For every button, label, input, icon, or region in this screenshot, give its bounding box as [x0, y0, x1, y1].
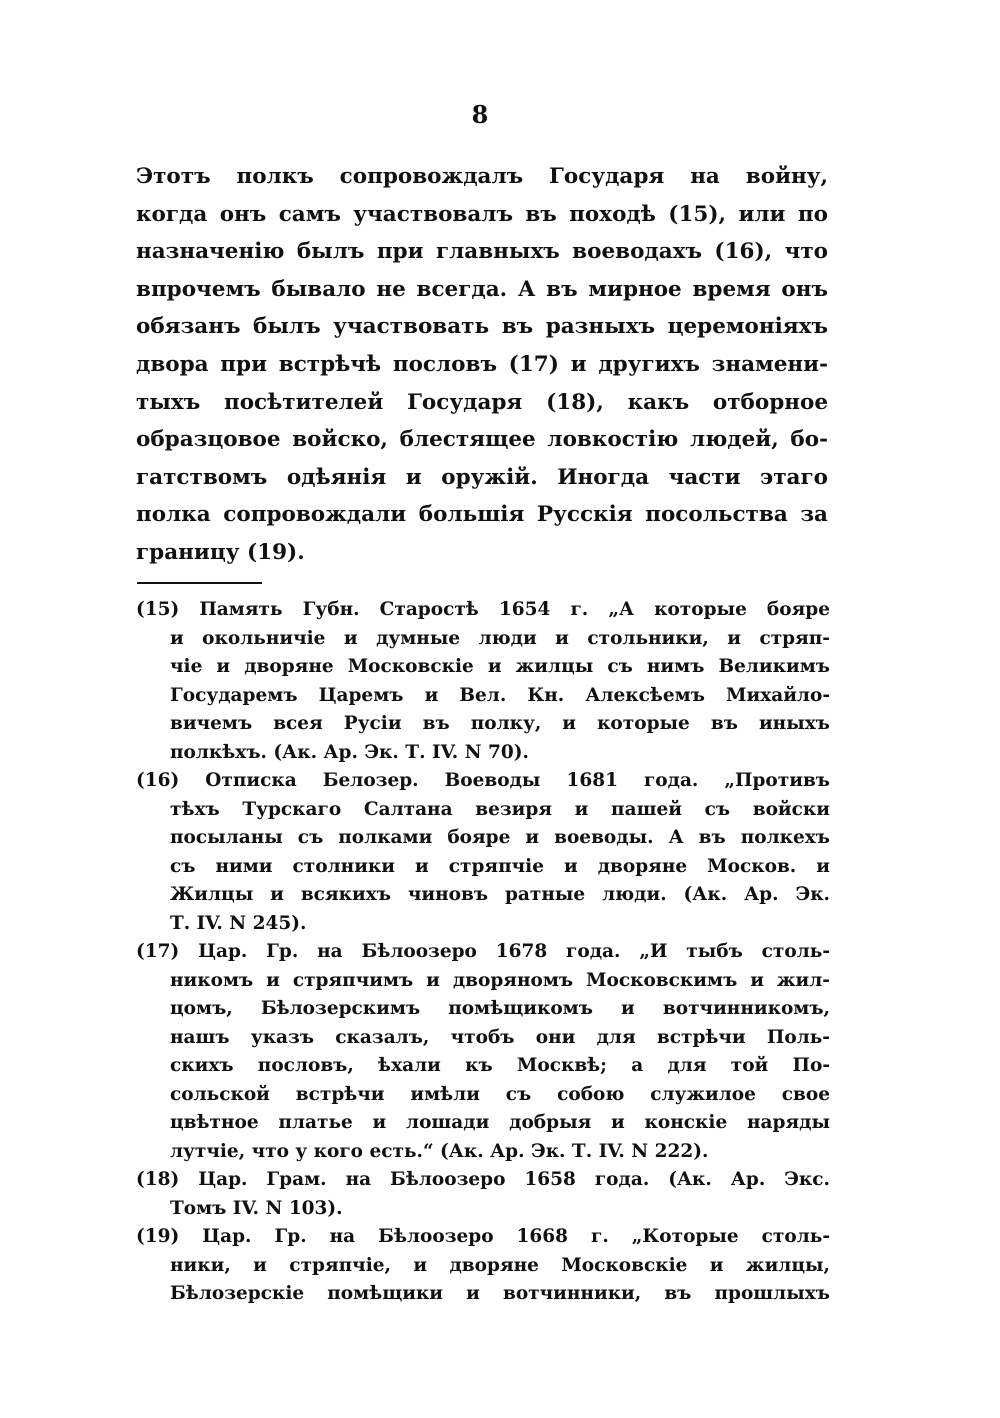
footnote-line: Государемъ Царемъ и Вел. Кн. Алексѣемъ Михайло-	[170, 684, 830, 706]
body-text	[136, 158, 828, 572]
footnote-line: Томъ IV. N 103).	[170, 1197, 343, 1219]
body-line: образцовое войско, блестящее ловкостію людей, бо-	[136, 427, 828, 453]
footnote-line: (19) Цар. Гр. на Бѣлоозеро 1668 г. „Которые столь-	[136, 1226, 830, 1247]
footnote-line: нашъ указъ сказалъ, чтобъ они для встрѣчи Поль-	[170, 1026, 830, 1048]
footnote-line: Т. IV. N 245).	[170, 912, 307, 934]
footnote-line: (17) Цар. Гр. на Бѣлоозеро 1678 года. „И тыбъ столь-	[136, 941, 830, 962]
body-line: впрочемъ бывало не всегда. А въ мирное время онъ	[136, 276, 828, 302]
body-line: двора при встрѣчѣ пословъ (17) и другихъ знамени-	[136, 351, 828, 377]
footnote-18	[136, 1166, 830, 1223]
body-line: гатствомъ одѣянія и оружій. Иногда части этаго	[136, 464, 828, 490]
footnote-line: (16) Отписка Белозер. Воеводы 1681 года. „Противъ	[136, 770, 830, 791]
footnote-line: съ ними столники и стряпчіе и дворяне Москов. и	[170, 855, 830, 877]
footnote-line: чіе и дворяне Московскіе и жилцы съ нимъ Великимъ	[170, 656, 830, 677]
footnote-15	[136, 596, 830, 767]
footnote-17	[136, 938, 830, 1166]
footnote-line: и окольничіе и думные люди и стольники, и стряп-	[170, 627, 830, 649]
body-line: обязанъ былъ участвовать въ разныхъ церемоніяхъ	[136, 314, 828, 340]
footnotes	[136, 596, 830, 1309]
footnote-line: цвѣтное платье и лошади добрыя и конскіе наряды	[170, 1112, 830, 1133]
footnote-line: ники, и стряпчіе, и дворяне Московскіе и жилцы,	[170, 1254, 830, 1276]
footnote-line: Жилцы и всякихъ чиновъ ратные люди. (Ак. Ар. Эк.	[170, 884, 830, 905]
body-line: назначенію былъ при главныхъ воеводахъ (16), что	[136, 239, 828, 265]
footnote-line: вичемъ всея Русіи въ полку, и которые въ иныхъ	[170, 713, 830, 734]
body-line: когда онъ самъ участвовалъ въ походѣ (15), или по	[136, 201, 828, 227]
page-number: 8	[471, 100, 489, 129]
body-line: границу (19).	[136, 539, 305, 565]
body-line: тыхъ посѣтителей Государя (18), какъ отборное	[136, 389, 828, 415]
footnote-line: (15) Память Губн. Старостѣ 1654 г. „А которые бояре	[136, 599, 830, 620]
footnote-line: лутчіе, что у кого есть.“ (Ак. Ар. Эк. Т. IV. N 222).	[170, 1140, 709, 1162]
footnote-line: (18) Цар. Грам. на Бѣлоозеро 1658 года. (Ак. Ар. Экс.	[136, 1169, 830, 1190]
footnote-line: никомъ и стряпчимъ и дворяномъ Московскимъ и жил-	[170, 969, 830, 991]
footnote-line: цомъ, Бѣлозерскимъ помѣщикомъ и вотчинникомъ,	[170, 998, 830, 1019]
footnote-line: сольской встрѣчи имѣли съ собою служилое свое	[170, 1083, 830, 1105]
body-line: полка сопровождали большія Русскія посольства за	[136, 502, 828, 528]
footnote-line: Бѣлозерскіе помѣщики и вотчинники, въ прошлыхъ	[170, 1283, 830, 1304]
footnote-16	[136, 767, 830, 938]
footnote-19	[136, 1223, 830, 1309]
footnote-line: тѣхъ Турскаго Салтана везиря и пашей съ войски	[170, 798, 830, 820]
footnote-line: посыланы съ полками бояре и воеводы. А въ полкехъ	[170, 827, 830, 848]
footnote-line: скихъ пословъ, ѣхали къ Москвѣ; а для той По-	[170, 1055, 830, 1076]
footnote-line: полкѣхъ. (Ак. Ар. Эк. Т. IV. N 70).	[170, 741, 529, 763]
footnote-separator	[137, 582, 262, 584]
body-line: Этотъ полкъ сопровождалъ Государя на войну,	[136, 164, 828, 189]
